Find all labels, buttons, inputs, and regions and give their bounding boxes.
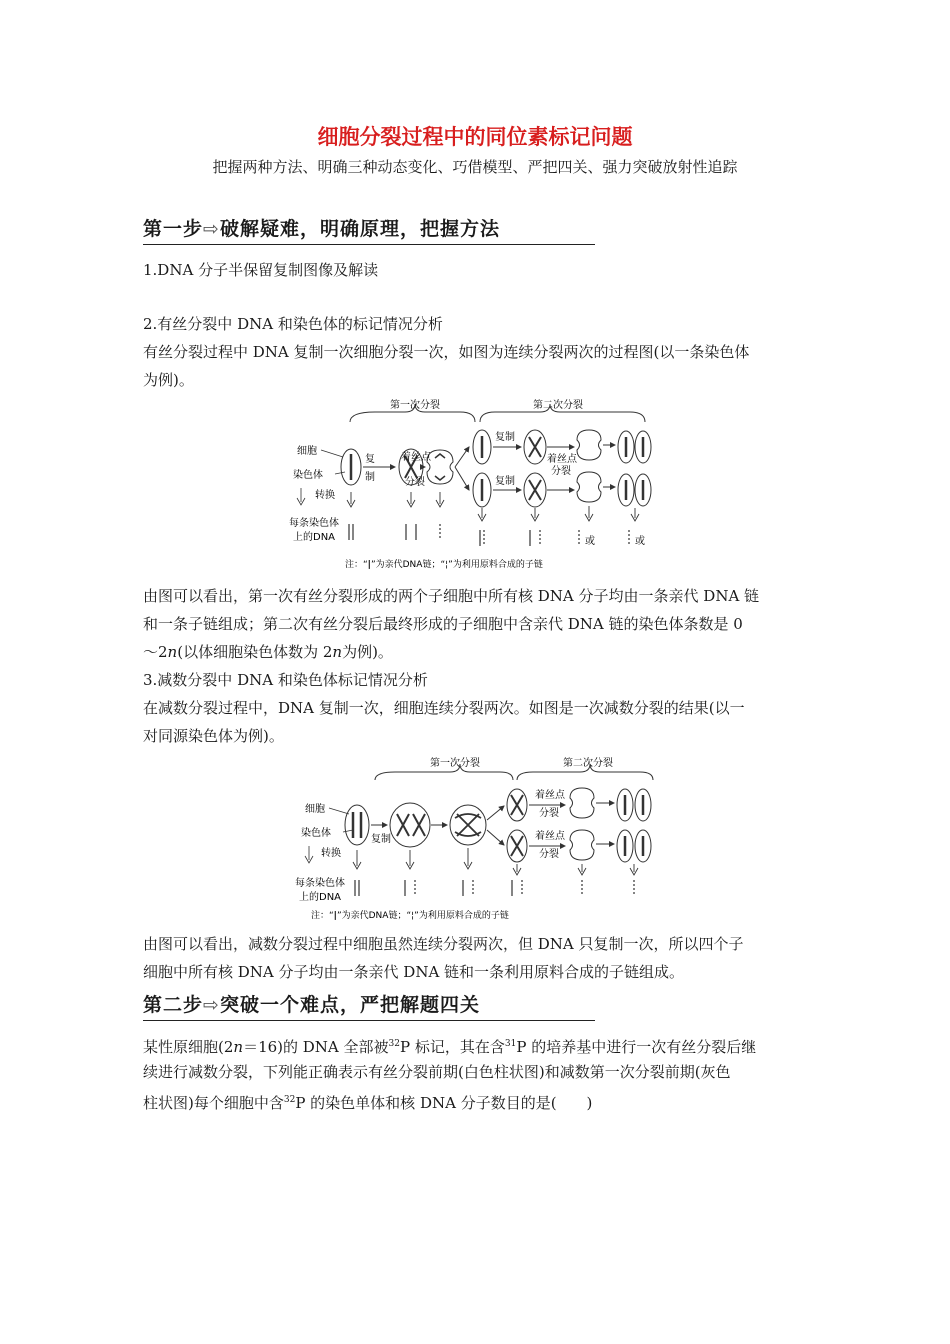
fig2-label-cell: 细胞 bbox=[305, 804, 325, 815]
svg-text:注：“|”为亲代DNA链；“¦”为利用原料合成的子链: 注：“|”为亲代DNA链；“¦”为利用原料合成的子链 bbox=[345, 560, 543, 570]
section2-intro-1: 有丝分裂过程中 DNA 复制一次细胞分裂一次，如图为连续分裂两次的过程图(以一条染色体 bbox=[143, 343, 750, 361]
fig1-note-prefix: 注：“ bbox=[345, 560, 368, 570]
fig2-label-convert: 转换 bbox=[321, 848, 341, 859]
page-subtitle: 把握两种方法、明确三种动态变化、巧借模型、严把四关、强力突破放射性追踪 bbox=[212, 158, 738, 176]
fig1-split: 分裂 bbox=[405, 477, 425, 488]
fig2-top-label-1: 第一次分裂 bbox=[430, 758, 480, 769]
q1-d: P 的培养基中进行一次有丝分裂后继 bbox=[516, 1038, 757, 1056]
section2-conclusion-2: 和一条子链组成；第二次有丝分裂后最终形成的子细胞中含亲代 DNA 链的染色体条数是 0 bbox=[143, 615, 743, 633]
fig1-top-label-2: 第二次分裂 bbox=[533, 400, 583, 411]
step1-text: 破解疑难，明确原理，把握方法 bbox=[219, 218, 500, 240]
fig1-note-suffix: ”为利用原料合成的子链 bbox=[448, 560, 543, 570]
step1-heading bbox=[143, 214, 500, 241]
fig1-or-1: 或 bbox=[585, 536, 595, 547]
q1-a: 某性原细胞(2 bbox=[143, 1038, 234, 1056]
fig1-label-convert: 转换 bbox=[315, 490, 335, 501]
fig1-label-dna-2: 上的DNA bbox=[293, 532, 336, 543]
page-title: 细胞分裂过程中的同位素标记问题 bbox=[317, 125, 633, 149]
section3-intro-1: 在减数分裂过程中，DNA 复制一次，细胞连续分裂两次。如图是一次减数分裂的结果(以一 bbox=[143, 699, 745, 717]
section3-intro-2: 对同源染色体为例)。 bbox=[143, 727, 284, 745]
fig1-replicate-a: 复 bbox=[365, 454, 375, 465]
fig1-split-2: 分裂 bbox=[551, 466, 571, 477]
step2-text: 突破一个难点，严把解题四关 bbox=[219, 994, 480, 1016]
fig1-replicate-b: 制 bbox=[365, 472, 375, 483]
fig1-label-cell: 细胞 bbox=[297, 446, 317, 457]
fig2-centromere-2: 着丝点 bbox=[535, 831, 565, 842]
step2-prefix: 第二步 bbox=[143, 994, 204, 1016]
s2c3-n1: n bbox=[167, 643, 178, 661]
fig2-top-label-2: 第二次分裂 bbox=[563, 758, 613, 769]
q1-b: ＝16)的 DNA 全部被 bbox=[243, 1038, 389, 1056]
fig1-note-mid: ”为亲代DNA链；“ bbox=[370, 560, 446, 570]
meiosis-cells bbox=[345, 788, 651, 862]
meiosis-figure bbox=[285, 750, 665, 925]
step1-prefix: 第一步 bbox=[143, 218, 204, 240]
s2c3-c: 为例)。 bbox=[342, 643, 393, 661]
q1-n: n bbox=[233, 1038, 244, 1056]
q3-a: 柱状图)每个细胞中含 bbox=[143, 1094, 284, 1112]
fig1-replicate-bottom: 复制 bbox=[495, 476, 515, 487]
fig1-down-arrows bbox=[347, 492, 639, 521]
section2-conclusion-1: 由图可以看出，第一次有丝分裂形成的两个子细胞中所有核 DNA 分子均由一条亲代 DNA 链 bbox=[143, 587, 760, 605]
arrow-right-icon: ⇨ bbox=[203, 994, 220, 1016]
mitosis-figure bbox=[285, 392, 665, 574]
step2-rule bbox=[143, 1020, 595, 1021]
fig2-label-chromosome: 染色体 bbox=[301, 828, 331, 839]
q3-b: P 的染色单体和核 DNA 分子数目的是( ) bbox=[295, 1094, 593, 1112]
fig2-replicate: 复制 bbox=[371, 834, 391, 845]
section1-title: 1.DNA 分子半保留复制图像及解读 bbox=[143, 261, 379, 279]
section3-conclusion-1: 由图可以看出，减数分裂过程中细胞虽然连续分裂两次，但 DNA 只复制一次，所以四个子 bbox=[143, 935, 744, 953]
q1-sup32: 32 bbox=[388, 1039, 400, 1049]
fig1-label-chromosome: 染色体 bbox=[293, 470, 323, 481]
q1-c: P 标记，其在含 bbox=[400, 1038, 505, 1056]
step2-heading bbox=[143, 990, 480, 1017]
s2c3-n2: n bbox=[332, 643, 343, 661]
section2-intro-2: 为例)。 bbox=[143, 371, 194, 389]
section2-conclusion-3 bbox=[143, 638, 393, 666]
fig2-split-2: 分裂 bbox=[539, 849, 559, 860]
fig1-centromere: 着丝点 bbox=[401, 452, 431, 463]
fig2-centromere: 着丝点 bbox=[535, 790, 565, 801]
fig2-dna-strands bbox=[355, 880, 634, 896]
fig2-label-dna-2: 上的DNA bbox=[299, 892, 342, 903]
question-line-3 bbox=[143, 1086, 592, 1117]
fig2-split: 分裂 bbox=[539, 808, 559, 819]
section2-title: 2.有丝分裂中 DNA 和染色体的标记情况分析 bbox=[143, 315, 443, 333]
q1-sup31: 31 bbox=[504, 1039, 517, 1049]
q3-sup32: 32 bbox=[283, 1095, 296, 1105]
fig2-note-prefix: 注：“ bbox=[311, 911, 334, 921]
section3-title: 3.减数分裂中 DNA 和染色体标记情况分析 bbox=[143, 671, 428, 689]
question-line-1 bbox=[143, 1030, 756, 1061]
fig2-note-suffix: ”为利用原料合成的子链 bbox=[414, 911, 509, 921]
svg-text:注：“|”为亲代DNA链；“¦”为利用原料合成的子链: 注：“|”为亲代DNA链；“¦”为利用原料合成的子链 bbox=[311, 911, 509, 921]
s2c3-a: ～2 bbox=[143, 643, 168, 661]
s2c3-b: (以体细胞染色体数为 2 bbox=[177, 643, 333, 661]
arrow-right-icon: ⇨ bbox=[203, 218, 220, 240]
step1-rule bbox=[143, 244, 595, 245]
fig2-note-mid: ”为亲代DNA链；“ bbox=[336, 911, 412, 921]
section3-conclusion-2: 细胞中所有核 DNA 分子均由一条亲代 DNA 链和一条利用原料合成的子链组成。 bbox=[143, 963, 685, 981]
fig2-down-arrows bbox=[353, 848, 638, 875]
fig1-centromere-2: 着丝点 bbox=[547, 454, 577, 465]
fig1-replicate-top: 复制 bbox=[495, 432, 515, 443]
fig1-or-2: 或 bbox=[635, 536, 645, 547]
fig1-top-label-1: 第一次分裂 bbox=[390, 400, 440, 411]
fig2-label-dna-1: 每条染色体 bbox=[295, 878, 345, 889]
fig1-label-dna-1: 每条染色体 bbox=[289, 518, 339, 529]
question-line-2: 续进行减数分裂，下列能正确表示有丝分裂前期(白色柱状图)和减数第一次分裂前期(灰色 bbox=[143, 1063, 731, 1081]
